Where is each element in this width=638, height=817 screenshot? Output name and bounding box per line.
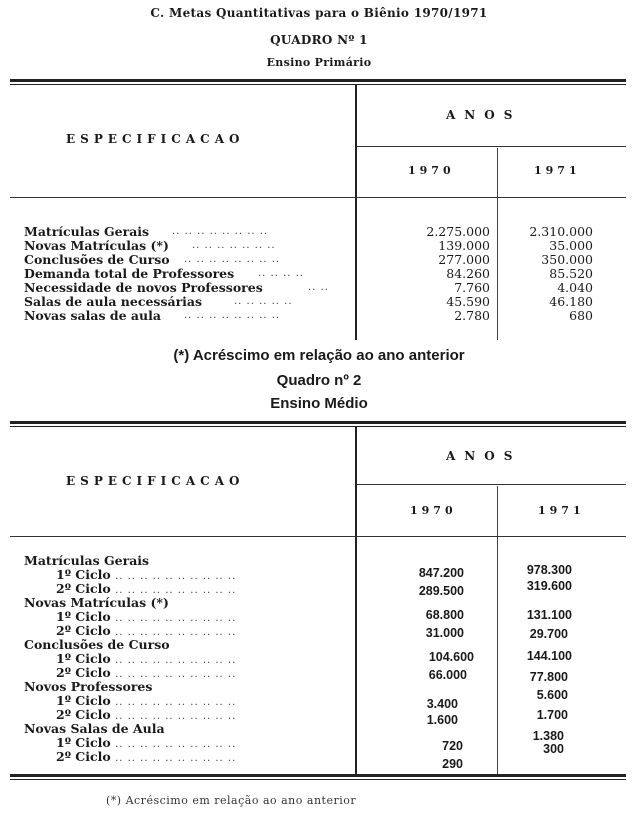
value-1971: 2.310.000: [529, 224, 593, 239]
leader-dots: .. .. .. .. ..: [234, 296, 293, 307]
leader-dots: .. .. .. .. .. .. .. ..: [172, 226, 269, 237]
value-1970: 139.000: [438, 238, 490, 253]
value-1971: 319.600: [526, 579, 572, 593]
value-1970: 7.760: [454, 280, 490, 295]
row-label: 1º Ciclo .. .. .. .. .. .. .. .. .. ..: [56, 567, 237, 582]
leader-dots: .. ..: [308, 282, 329, 293]
row-label: 2º Ciclo .. .. .. .. .. .. .. .. .. ..: [56, 581, 237, 596]
value-1971: 131.100: [526, 608, 572, 622]
table-bottom-rule: [10, 774, 626, 777]
row-label: 2º Ciclo .. .. .. .. .. .. .. .. .. ..: [56, 623, 237, 638]
value-1971: 29.700: [529, 627, 568, 641]
value-1970: 290: [442, 757, 463, 771]
leader-dots: .. .. .. .. .. .. ..: [192, 240, 276, 251]
group-label: Conclusões de Curso: [24, 637, 170, 652]
value-1970: 45.590: [446, 294, 490, 309]
value-1970: 720: [442, 739, 463, 753]
table-top-rule-thin: [10, 84, 626, 85]
value-1971: 680: [569, 308, 593, 323]
table-row: [24, 309, 624, 323]
table-bottom-rule-thin: [10, 779, 626, 780]
year-1970: 1970: [408, 164, 455, 177]
value-1971: 1.700: [536, 708, 568, 722]
value-1970: 104.600: [428, 650, 474, 664]
value-1970: 1.600: [426, 713, 458, 727]
years-header: ANOS: [446, 449, 522, 463]
section-title: C. Metas Quantitativas para o Biênio 1970/1971: [150, 6, 488, 20]
group-label: Novas Matrículas (*): [24, 595, 169, 610]
table-row: [24, 239, 624, 253]
row-label: Matrículas Gerais: [24, 224, 150, 239]
row-label: 1º Ciclo .. .. .. .. .. .. .. .. .. ..: [56, 735, 237, 750]
quadro2-title: Quadro nº 2: [276, 372, 362, 389]
specification-header: ESPECIFICACAO: [66, 132, 245, 146]
value-1971: 300: [543, 742, 564, 756]
year-1971: 1971: [534, 164, 581, 177]
table-top-rule: [10, 79, 626, 82]
value-1970: 2.275.000: [426, 224, 490, 239]
footnote-scan: (*) Acréscimo em relação ao ano anterior: [106, 794, 357, 807]
header-bottom-rule: [10, 536, 626, 537]
row-label: 2º Ciclo .. .. .. .. .. .. .. .. .. ..: [56, 749, 237, 764]
group-label: Matrículas Gerais: [24, 553, 150, 568]
value-1971: 4.040: [557, 280, 593, 295]
row-label: 2º Ciclo .. .. .. .. .. .. .. .. .. ..: [56, 665, 237, 680]
value-1971: 85.520: [549, 266, 593, 281]
leader-dots: .. .. .. ..: [258, 268, 304, 279]
value-1970: 2.780: [454, 308, 490, 323]
value-1971: 35.000: [549, 238, 593, 253]
quadro2-subtitle: Ensino Médio: [270, 395, 368, 412]
value-1970: 68.800: [425, 608, 464, 622]
year-1970: 1970: [410, 504, 457, 517]
leader-dots: .. .. .. .. .. .. .. ..: [184, 310, 281, 321]
table-row: [24, 253, 624, 267]
anos-underline: [357, 484, 626, 485]
value-1970: 31.000: [425, 626, 464, 640]
anos-underline: [357, 146, 626, 147]
value-1971: 978.300: [526, 563, 572, 577]
table-top-rule: [10, 421, 626, 424]
row-label: 1º Ciclo .. .. .. .. .. .. .. .. .. ..: [56, 609, 237, 624]
value-1971: 144.100: [526, 649, 572, 663]
value-1971: 350.000: [541, 252, 593, 267]
quadro1-subtitle: Ensino Primário: [266, 56, 372, 69]
value-1970: 84.260: [446, 266, 490, 281]
value-1971: 77.800: [529, 670, 568, 684]
table-top-rule-thin: [10, 426, 626, 427]
group-label: Novas Salas de Aula: [24, 721, 165, 736]
row-label: Demanda total de Professores: [24, 266, 235, 281]
value-1971: 5.600: [536, 688, 568, 702]
row-label: Novas salas de aula: [24, 308, 161, 323]
row-label: Salas de aula necessárias: [24, 294, 203, 309]
table-row: [24, 281, 624, 295]
value-1970: 66.000: [428, 668, 467, 682]
value-1970: 289.500: [418, 584, 464, 598]
table-row: [24, 225, 624, 239]
leader-dots: .. .. .. .. .. .. .. ..: [184, 254, 281, 265]
row-label: Novas Matrículas (*): [24, 238, 169, 253]
row-label: 2º Ciclo .. .. .. .. .. .. .. .. .. ..: [56, 707, 237, 722]
row-label: Conclusões de Curso: [24, 252, 170, 267]
quadro1-title: QUADRO Nº 1: [270, 33, 368, 47]
value-1971: 46.180: [549, 294, 593, 309]
table-row: [24, 295, 624, 309]
year-1971: 1971: [538, 504, 585, 517]
specification-header: ESPECIFICACAO: [66, 474, 245, 488]
years-header: ANOS: [446, 108, 522, 122]
value-1971: 1.380: [532, 729, 564, 743]
row-label: Necessidade de novos Professores: [24, 280, 263, 295]
table-row: [24, 267, 624, 281]
value-1970: 3.400: [426, 697, 458, 711]
row-label: 1º Ciclo .. .. .. .. .. .. .. .. .. ..: [56, 651, 237, 666]
value-1970: 847.200: [418, 566, 464, 580]
group-label: Novos Professores: [24, 679, 153, 694]
header-bottom-rule: [10, 197, 626, 198]
value-1970: 277.000: [438, 252, 490, 267]
footnote-typed: (*) Acréscimo em relação ao ano anterior: [173, 347, 465, 364]
row-label: 1º Ciclo .. .. .. .. .. .. .. .. .. ..: [56, 693, 237, 708]
column-divider: [355, 427, 357, 774]
